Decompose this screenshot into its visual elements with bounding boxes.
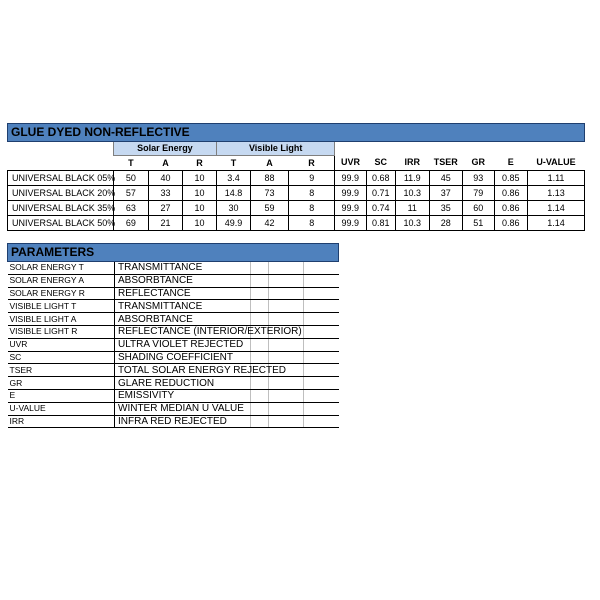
cell-tser: 28 bbox=[429, 216, 463, 231]
grid-cell bbox=[251, 351, 269, 364]
blank-cell bbox=[8, 156, 114, 171]
grid-cell bbox=[251, 262, 269, 275]
cell-solar-t: 63 bbox=[113, 201, 149, 216]
header-solar-r: R bbox=[196, 157, 203, 168]
grid-cell bbox=[251, 389, 269, 402]
parameter-value: GLARE REDUCTION bbox=[115, 377, 251, 390]
cell-gr: 51 bbox=[463, 216, 494, 231]
grid-cell bbox=[269, 338, 304, 351]
cell-irr: 11.9 bbox=[395, 171, 429, 186]
grid-cell bbox=[251, 415, 269, 428]
product-name: UNIVERSAL BLACK 20% bbox=[8, 186, 114, 201]
grid-cell bbox=[269, 351, 304, 364]
header-visible-r: R bbox=[308, 157, 315, 168]
parameter-key: VISIBLE LIGHT T bbox=[8, 300, 115, 313]
grid-cell bbox=[269, 313, 304, 326]
cell-solar-a: 40 bbox=[149, 171, 183, 186]
table-row bbox=[8, 216, 585, 231]
grid-cell bbox=[304, 415, 339, 428]
product-name: UNIVERSAL BLACK 35% bbox=[8, 201, 114, 216]
grid-cell bbox=[251, 338, 269, 351]
parameter-value: ULTRA VIOLET REJECTED bbox=[115, 338, 251, 351]
cell-sc: 0.81 bbox=[366, 216, 395, 231]
cell-visible-r: 9 bbox=[289, 171, 335, 186]
header-solar-a: A bbox=[162, 157, 169, 168]
blank-cell bbox=[335, 142, 585, 156]
parameter-row bbox=[8, 300, 339, 313]
grid-cell bbox=[269, 389, 304, 402]
header-e: E bbox=[507, 157, 514, 168]
cell-solar-t: 69 bbox=[113, 216, 149, 231]
parameter-key: VISIBLE LIGHT R bbox=[8, 325, 115, 338]
parameter-key: TSER bbox=[8, 364, 115, 377]
solar-energy-group: Solar Energy bbox=[113, 142, 217, 156]
parameter-row bbox=[8, 325, 339, 338]
cell-visible-r: 8 bbox=[289, 186, 335, 201]
performance-title: GLUE DYED NON-REFLECTIVE bbox=[8, 124, 585, 142]
header-visible-t: T bbox=[230, 157, 237, 168]
cell-tser: 45 bbox=[429, 171, 463, 186]
cell-solar-r: 10 bbox=[182, 171, 217, 186]
cell-sc: 0.71 bbox=[366, 186, 395, 201]
parameter-value: EMISSIVITY bbox=[115, 389, 251, 402]
cell-visible-r: 8 bbox=[289, 201, 335, 216]
grid-cell bbox=[269, 274, 304, 287]
cell-solar-t: 57 bbox=[113, 186, 149, 201]
parameter-row bbox=[8, 389, 339, 402]
blank-cell bbox=[8, 142, 114, 156]
cell-uvr: 99.9 bbox=[335, 201, 366, 216]
grid-cell bbox=[251, 300, 269, 313]
grid-cell bbox=[251, 402, 269, 415]
cell-visible-t: 30 bbox=[217, 201, 251, 216]
grid-cell bbox=[304, 389, 339, 402]
cell-visible-a: 88 bbox=[250, 171, 289, 186]
cell-gr: 60 bbox=[463, 201, 494, 216]
parameter-value: TRANSMITTANCE bbox=[115, 262, 251, 275]
grid-cell bbox=[251, 313, 269, 326]
parameter-row bbox=[8, 274, 339, 287]
product-name: UNIVERSAL BLACK 05% bbox=[8, 171, 114, 186]
cell-solar-t: 50 bbox=[113, 171, 149, 186]
header-u-value: U-VALUE bbox=[536, 157, 576, 168]
group-header-row bbox=[8, 142, 585, 156]
parameter-value: SHADING COEFFICIENT bbox=[115, 351, 251, 364]
parameter-key: GR bbox=[8, 377, 115, 390]
grid-cell bbox=[304, 364, 339, 377]
cell-sc: 0.68 bbox=[366, 171, 395, 186]
parameter-value: ABSORBTANCE bbox=[115, 313, 251, 326]
grid-cell bbox=[304, 338, 339, 351]
product-name: UNIVERSAL BLACK 50% bbox=[8, 216, 114, 231]
cell-gr: 79 bbox=[463, 186, 494, 201]
visible-light-group: Visible Light bbox=[217, 142, 335, 156]
grid-cell bbox=[304, 313, 339, 326]
grid-cell bbox=[269, 262, 304, 275]
header-visible-a: A bbox=[266, 157, 273, 168]
cell-uvr: 99.9 bbox=[335, 186, 366, 201]
cell-visible-a: 42 bbox=[250, 216, 289, 231]
parameter-key: U-VALUE bbox=[8, 402, 115, 415]
cell-uvr: 99.9 bbox=[335, 171, 366, 186]
parameter-value: WINTER MEDIAN U VALUE bbox=[115, 402, 251, 415]
parameter-row bbox=[8, 313, 339, 326]
cell-solar-a: 33 bbox=[149, 186, 183, 201]
header-irr: IRR bbox=[404, 157, 420, 168]
cell-visible-t: 49.9 bbox=[217, 216, 251, 231]
cell-visible-r: 8 bbox=[289, 216, 335, 231]
parameter-key: SOLAR ENERGY T bbox=[8, 262, 115, 275]
grid-cell bbox=[269, 287, 304, 300]
parameter-row bbox=[8, 402, 339, 415]
header-solar-t: T bbox=[128, 157, 134, 168]
cell-solar-a: 21 bbox=[149, 216, 183, 231]
table-row bbox=[8, 186, 585, 201]
parameter-value: TRANSMITTANCE bbox=[115, 300, 251, 313]
parameter-value: TOTAL SOLAR ENERGY REJECTED bbox=[115, 364, 251, 377]
parameter-key: SC bbox=[8, 351, 115, 364]
parameter-row bbox=[8, 377, 339, 390]
header-gr: GR bbox=[471, 157, 485, 168]
cell-gr: 93 bbox=[463, 171, 494, 186]
cell-irr: 10.3 bbox=[395, 186, 429, 201]
grid-cell bbox=[304, 325, 339, 338]
parameter-row bbox=[8, 351, 339, 364]
parameters-table bbox=[7, 243, 339, 428]
cell-tser: 35 bbox=[429, 201, 463, 216]
header-uvr: UVR bbox=[335, 156, 366, 171]
grid-cell bbox=[304, 262, 339, 275]
grid-cell bbox=[304, 402, 339, 415]
performance-title-row bbox=[8, 124, 585, 142]
grid-cell bbox=[251, 287, 269, 300]
cell-e: 0.86 bbox=[494, 186, 528, 201]
grid-cell bbox=[269, 415, 304, 428]
parameter-key: SOLAR ENERGY A bbox=[8, 274, 115, 287]
header-tser: TSER bbox=[433, 157, 458, 168]
grid-cell bbox=[304, 300, 339, 313]
grid-cell bbox=[304, 287, 339, 300]
cell-e: 0.86 bbox=[494, 201, 528, 216]
cell-visible-t: 3.4 bbox=[217, 171, 251, 186]
parameters-title-row bbox=[8, 244, 339, 262]
cell-solar-r: 10 bbox=[182, 201, 217, 216]
parameter-value: ABSORBTANCE bbox=[115, 274, 251, 287]
cell-visible-a: 59 bbox=[250, 201, 289, 216]
cell-tser: 37 bbox=[429, 186, 463, 201]
parameter-key: IRR bbox=[8, 415, 115, 428]
parameter-row bbox=[8, 415, 339, 428]
cell-irr: 11 bbox=[395, 201, 429, 216]
cell-u-value: 1.14 bbox=[528, 201, 585, 216]
cell-uvr: 99.9 bbox=[335, 216, 366, 231]
grid-cell bbox=[304, 377, 339, 390]
parameter-row bbox=[8, 364, 339, 377]
cell-visible-t: 14.8 bbox=[217, 186, 251, 201]
grid-cell bbox=[304, 351, 339, 364]
cell-visible-a: 73 bbox=[250, 186, 289, 201]
table-row bbox=[8, 171, 585, 186]
cell-sc: 0.74 bbox=[366, 201, 395, 216]
grid-cell bbox=[269, 402, 304, 415]
table-row bbox=[8, 201, 585, 216]
cell-e: 0.85 bbox=[494, 171, 528, 186]
performance-table bbox=[7, 123, 585, 231]
column-header-row bbox=[8, 156, 585, 171]
parameters-title: PARAMETERS bbox=[8, 244, 339, 262]
grid-cell bbox=[251, 274, 269, 287]
grid-cell bbox=[269, 300, 304, 313]
parameter-row bbox=[8, 338, 339, 351]
grid-cell bbox=[269, 377, 304, 390]
parameter-row bbox=[8, 287, 339, 300]
parameter-value: INFRA RED REJECTED bbox=[115, 415, 251, 428]
grid-cell bbox=[304, 274, 339, 287]
parameter-key: E bbox=[8, 389, 115, 402]
cell-solar-r: 10 bbox=[182, 186, 217, 201]
cell-u-value: 1.14 bbox=[528, 216, 585, 231]
parameter-key: UVR bbox=[8, 338, 115, 351]
cell-solar-a: 27 bbox=[149, 201, 183, 216]
cell-solar-r: 10 bbox=[182, 216, 217, 231]
parameter-key: VISIBLE LIGHT A bbox=[8, 313, 115, 326]
parameter-value: REFLECTANCE (INTERIOR/EXTERIOR) bbox=[115, 325, 251, 338]
grid-cell bbox=[251, 377, 269, 390]
parameter-key: SOLAR ENERGY R bbox=[8, 287, 115, 300]
cell-irr: 10.3 bbox=[395, 216, 429, 231]
parameter-row bbox=[8, 262, 339, 275]
parameter-value: REFLECTANCE bbox=[115, 287, 251, 300]
cell-u-value: 1.13 bbox=[528, 186, 585, 201]
header-sc: SC bbox=[374, 157, 388, 168]
cell-e: 0.86 bbox=[494, 216, 528, 231]
cell-u-value: 1.11 bbox=[528, 171, 585, 186]
